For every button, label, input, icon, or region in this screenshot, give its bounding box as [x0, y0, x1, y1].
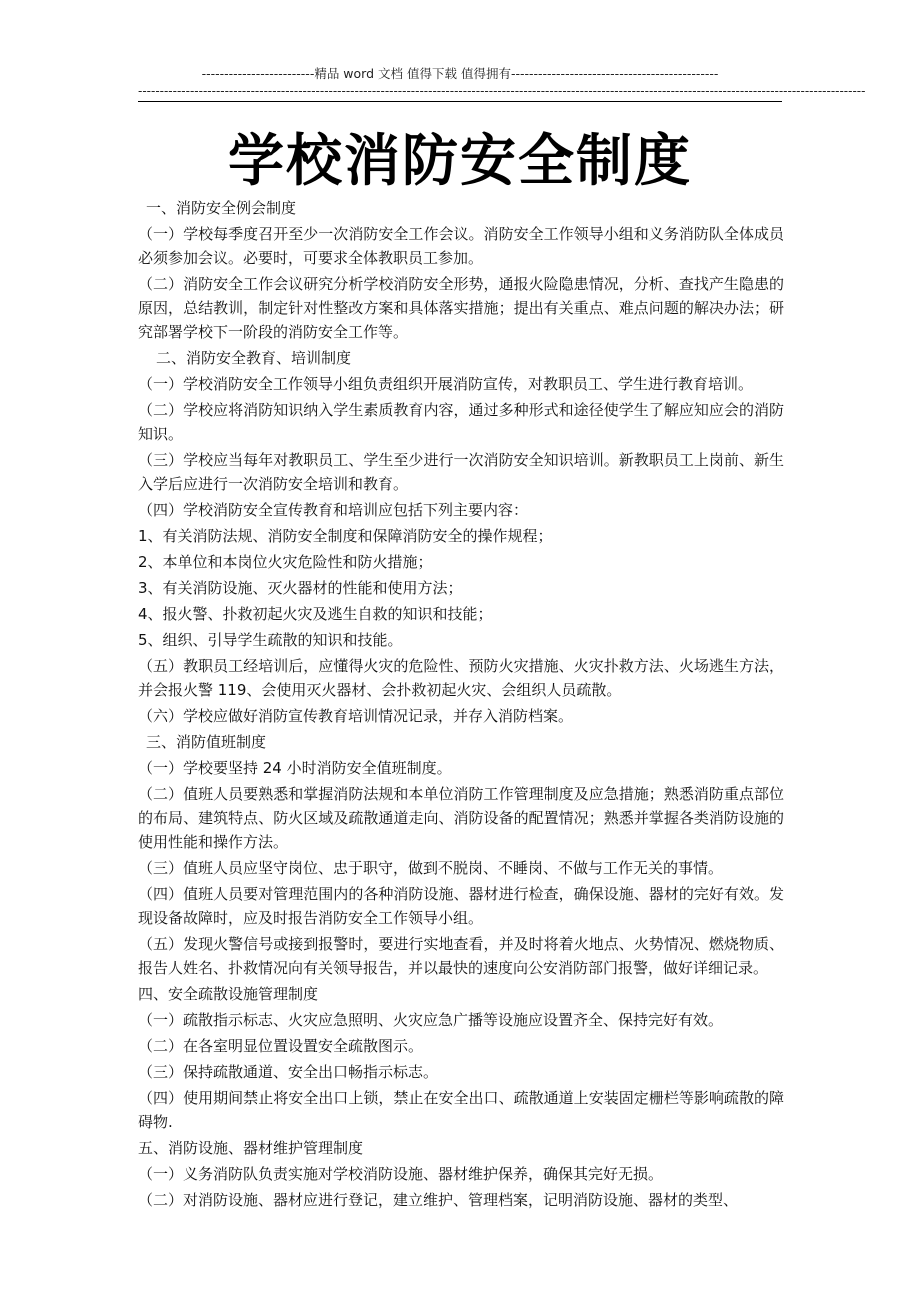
- header-dash-line: ------------------------------------------------------------------------------------------------------------------------------------------------------------------------: [138, 84, 866, 98]
- paragraph: （四）值班人员要对管理范围内的各种消防设施、器材进行检查，确保设施、器材的完好有效。发现设备故障时，应及时报告消防安全工作领导小组。: [138, 885, 784, 927]
- document-title: 学校消防安全制度: [228, 129, 692, 194]
- paragraph: （一）学校要坚持 24 小时消防安全值班制度。: [138, 759, 452, 777]
- paragraph: 四、安全疏散设施管理制度: [138, 985, 319, 1003]
- paragraph: （二）消防安全工作会议研究分析学校消防安全形势，通报火险隐患情况，分析、查找产生隐患的原因，总结教训，制定针对性整改方案和具体落实措施；提出有关重点、难点问题的解决办法；研究部署学校下一阶段的消防安全工作等。: [138, 275, 784, 341]
- paragraph: （六）学校应做好消防宣传教育培训情况记录，并存入消防档案。: [138, 707, 574, 725]
- paragraph: （四）使用期间禁止将安全出口上锁，禁止在安全出口、疏散通道上安装固定栅栏等影响疏散的障碍物.: [138, 1089, 784, 1131]
- paragraph: 1、有关消防法规、消防安全制度和保障消防安全的操作规程；: [138, 527, 553, 545]
- paragraph: 五、消防设施、器材维护管理制度: [138, 1139, 364, 1157]
- paragraph: （一）义务消防队负责实施对学校消防设施、器材维护保养，确保其完好无损。: [138, 1165, 664, 1183]
- paragraph: （二）在各室明显位置设置安全疏散图示。: [138, 1037, 424, 1055]
- paragraph: 3、有关消防设施、灭火器材的性能和使用方法；: [138, 579, 463, 597]
- paragraph: （一）学校消防安全工作领导小组负责组织开展消防宣传，对教职员工、学生进行教育培训。: [138, 375, 754, 393]
- paragraph: （二）对消防设施、器材应进行登记，建立维护、管理档案，记明消防设施、器材的类型、: [138, 1191, 739, 1209]
- header-rule: [138, 101, 782, 102]
- paragraph: （一）学校每季度召开至少一次消防安全工作会议。消防安全工作领导小组和义务消防队全体成员必须参加会议。必要时，可要求全体教职员工参加。: [138, 225, 784, 267]
- paragraph: 2、本单位和本岗位火灾危险性和防火措施；: [138, 553, 433, 571]
- paragraph: （五）教职员工经培训后，应懂得火灾的危险性、预防火灾措施、火灾扑救方法、火场逃生方法，并会报火警 119、会使用灭火器材、会扑救初起火灾、会组织人员疏散。: [138, 657, 784, 699]
- paragraph: （二）值班人员要熟悉和掌握消防法规和本单位消防工作管理制度及应急措施；熟悉消防重点部位的布局、建筑特点、防火区域及疏散通道走向、消防设备的配置情况；熟悉并掌握各类消防设施的使用性能和操作方法。: [138, 785, 784, 851]
- paragraph: 4、报火警、扑救初起火灾及逃生自救的知识和技能；: [138, 605, 493, 623]
- paragraph: （三）保持疏散通道、安全出口畅指示标志。: [138, 1063, 439, 1081]
- document-body: [138, 196, 784, 1214]
- paragraph: （五）发现火警信号或接到报警时，要进行实地查看，并及时将着火地点、火势情况、燃烧物质、报告人姓名、扑救情况向有关领导报告，并以最快的速度向公安消防部门报警，做好详细记录。: [138, 935, 784, 977]
- paragraph: 一、消防安全例会制度: [146, 199, 297, 217]
- paragraph: 二、消防安全教育、培训制度: [156, 349, 352, 367]
- paragraph: （四）学校消防安全宣传教育和培训应包括下列主要内容：: [138, 501, 529, 519]
- paragraph: （三）值班人员应坚守岗位、忠于职守，做到不脱岗、不睡岗、不做与工作无关的事情。: [138, 859, 724, 877]
- paragraph: 5、组织、引导学生疏散的知识和技能。: [138, 631, 403, 649]
- paragraph: （一）疏散指示标志、火灾应急照明、火灾应急广播等设施应设置齐全、保持完好有效。: [138, 1011, 724, 1029]
- paragraph: （二）学校应将消防知识纳入学生素质教育内容，通过多种形式和途径使学生了解应知应会的消防知识。: [138, 401, 784, 443]
- header-banner: -------------------------精品 word 文档 值得下载 值得拥有----------------------------------------------: [201, 66, 719, 81]
- paragraph: （三）学校应当每年对教职员工、学生至少进行一次消防安全知识培训。新教职员工上岗前、新生入学后应进行一次消防安全培训和教育。: [138, 451, 784, 493]
- paragraph: 三、消防值班制度: [146, 733, 267, 751]
